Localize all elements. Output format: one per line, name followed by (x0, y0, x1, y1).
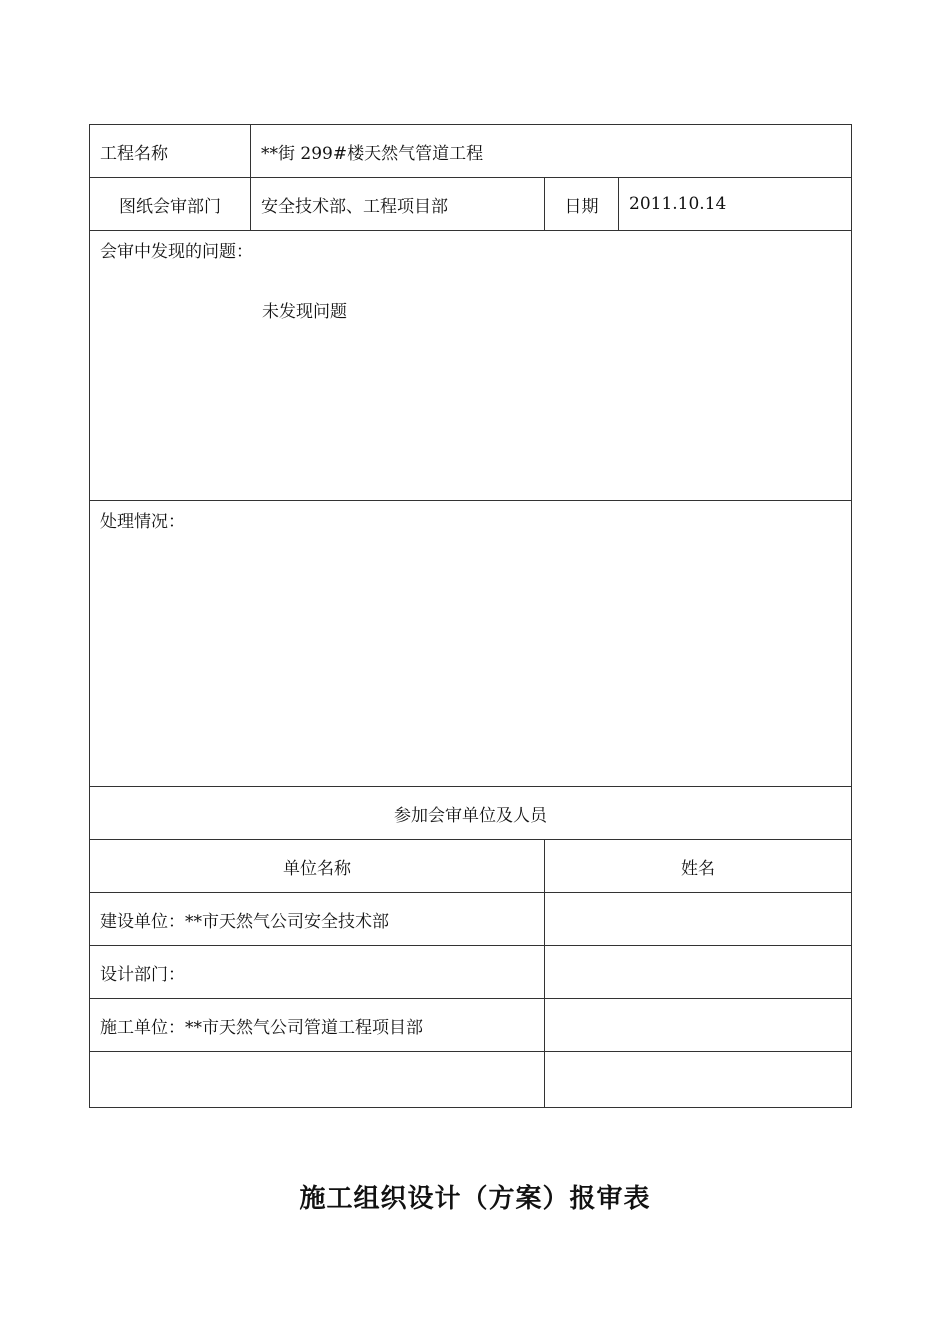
unit-name-header: 单位名称 (90, 840, 545, 893)
drawing-review-table (89, 124, 852, 1108)
issues-cell (90, 231, 852, 501)
project-name-value: **街 299#楼天然气管道工程 (251, 125, 852, 178)
participant-unit (90, 1052, 545, 1108)
participant-row (90, 1052, 852, 1108)
project-name-row (90, 125, 852, 178)
participant-row (90, 999, 852, 1052)
handling-label: 处理情况： (100, 512, 185, 532)
date-label: 日期 (545, 178, 619, 231)
participant-unit: 施工单位：**市天然气公司管道工程项目部 (90, 999, 545, 1052)
department-label: 图纸会审部门 (90, 178, 251, 231)
project-name-label: 工程名称 (90, 125, 251, 178)
participant-unit: 设计部门： (90, 946, 545, 999)
participant-name (545, 893, 852, 946)
handling-row (90, 501, 852, 787)
department-row (90, 178, 852, 231)
participant-unit: 建设单位：**市天然气公司安全技术部 (90, 893, 545, 946)
person-name-header: 姓名 (545, 840, 852, 893)
date-value: 2011.10.14 (619, 178, 852, 231)
issues-label: 会审中发现的问题： (100, 242, 253, 262)
participant-name (545, 946, 852, 999)
participants-header-row (90, 787, 852, 840)
next-form-title: 施工组织设计（方案）报审表 (299, 1184, 651, 1214)
issues-row (90, 231, 852, 501)
participant-name (545, 999, 852, 1052)
participant-name (545, 1052, 852, 1108)
participant-row (90, 946, 852, 999)
participant-row (90, 893, 852, 946)
issues-value: 未发现问题 (262, 302, 347, 322)
department-value: 安全技术部、工程项目部 (251, 178, 545, 231)
participants-column-headers (90, 840, 852, 893)
handling-cell (90, 501, 852, 787)
participants-header: 参加会审单位及人员 (90, 787, 852, 840)
